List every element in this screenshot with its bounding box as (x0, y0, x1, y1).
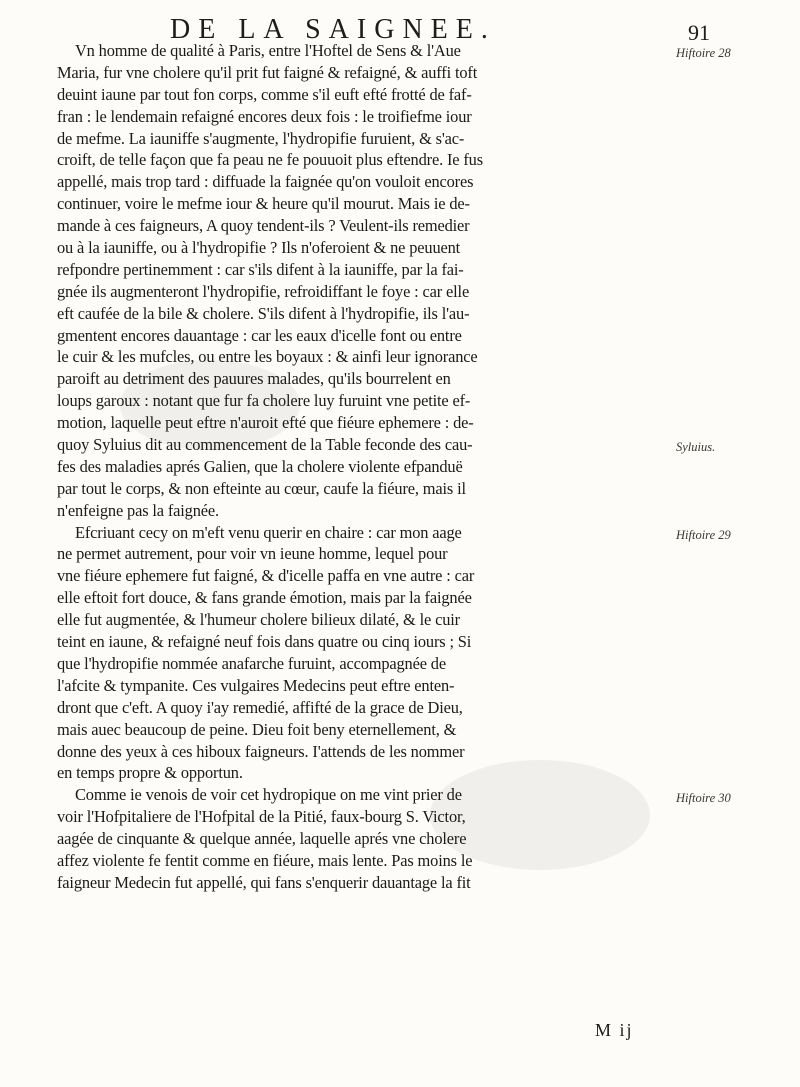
text-line: que l'hydropifie nommée anafarche furuint, accompagnée de (57, 653, 446, 673)
body-text (57, 40, 667, 894)
text-line: teint en iaune, & refaigné neuf fois dans quatre ou cinq iours ; Si (57, 632, 472, 652)
text-line: mande à ces faigneurs, A quoy tendent-ils ? Veulent-ils remedier (57, 216, 470, 236)
text-line: quoy Syluius dit au commencement de la Table feconde des cau- (57, 435, 473, 455)
text-line: Maria, fur vne cholere qu'il prit fut faigné & refaigné, & auffi toft (57, 62, 478, 82)
text-line: Efcriuant cecy on m'eft venu querir en chaire : car mon aage (75, 522, 462, 542)
text-line: continuer, voire le mefme iour & heure qu'il mourut. Mais ie de- (57, 194, 470, 214)
text-line: gnée ils augmenteront l'hydropifie, refroidiffant le foye : car elle (57, 281, 470, 301)
text-line: eft caufée de la bile & cholere. S'ils difent à l'hydropifie, ils l'au- (57, 303, 470, 323)
text-line: loups garoux : notant que fur fa cholere luy furuint vne petite ef- (57, 391, 471, 411)
text-line: aagée de cinquante & quelque année, laquelle aprés vne cholere (57, 829, 467, 849)
text-line: appellé, mais trop tard : diffuade la faignée qu'on vouloit encores (57, 172, 474, 192)
text-line: l'afcite & tympanite. Ces vulgaires Medecins peut eftre enten- (57, 675, 455, 695)
text-line: paroift au detriment des pauures malades, qu'ils bourrelent en (57, 369, 451, 389)
text-line: croift, de telle façon que fa peau ne fe pouuoit plus eftendre. Ie fus (57, 150, 483, 170)
margin-note-histoire-28: Hiftoire 28 (676, 46, 731, 60)
text-line: Comme ie venois de voir cet hydropique on me vint prier de (75, 785, 462, 805)
text-line: dront que c'eft. A quoy i'ay remedié, affifté de la grace de Dieu, (57, 697, 463, 717)
text-line: Vn homme de qualité à Paris, entre l'Hoftel de Sens & l'Aue (75, 41, 461, 60)
signature-mark: M ij (595, 1020, 634, 1040)
text-line: affez violente fe fentit comme en fiéure, mais lente. Pas moins le (57, 850, 473, 870)
text-line: mais auec beaucoup de peine. Dieu foit beny eternellement, & (57, 719, 457, 739)
text-line: faigneur Medecin fut appellé, qui fans s'enquerir dauantage la fit (57, 872, 471, 892)
margin-note-histoire-30: Hiftoire 30 (676, 791, 731, 805)
text-line: ou à la iauniffe, ou à l'hydropifie ? Ils n'oferoient & ne peuuent (57, 238, 461, 258)
text-line: fes des maladies aprés Galien, que la cholere violente efpanduë (57, 456, 463, 476)
margin-note-histoire-29: Hiftoire 29 (676, 528, 731, 542)
text-line: elle eftoit fort douce, & fans grande émotion, mais par la faignée (57, 588, 472, 608)
page-number: 91 (688, 20, 710, 45)
text-line: vne fiéure ephemere fut faigné, & d'icelle paffa en vne autre : car (57, 566, 475, 586)
margin-note-syluius: Syluius. (676, 440, 716, 454)
text-line: elle fut augmentée, & l'humeur cholere bilieux dilaté, & le cuir (57, 610, 460, 630)
text-line: deuint iaune par tout fon corps, comme s'il euft efté frotté de faf- (57, 84, 472, 104)
text-line: refpondre pertinemment : car s'ils difent à la iauniffe, par la fai- (57, 259, 464, 279)
text-line: ne permet autrement, pour voir vn ieune homme, lequel pour (57, 544, 448, 564)
text-line: par tout le corps, & non efteinte au cœur, caufe la fiéure, mais il (57, 478, 466, 498)
text-line: voir l'Hofpitaliere de l'Hofpital de la Pitié, faux-bourg S. Victor, (57, 807, 466, 827)
text-line: en temps propre & opportun. (57, 763, 243, 783)
text-line: motion, laquelle peut eftre n'auroit efté que fiéure ephemere : de- (57, 413, 474, 433)
text-line: donne des yeux à ces hiboux faigneurs. I'attends de les nommer (57, 741, 465, 761)
text-line: fran : le lendemain refaigné encores deux fois : le troifiefme iour (57, 106, 472, 126)
text-line: de mefme. La iauniffe s'augmente, l'hydropifie furuient, & s'ac- (57, 128, 465, 148)
text-line: gmentent encores dauantage : car les eaux d'icelle font ou entre (57, 325, 462, 345)
running-title: DE LA SAIGNEE. (170, 14, 496, 45)
text-line: n'enfeigne pas la faignée. (57, 500, 219, 520)
text-line: le cuir & les mufcles, ou entre les boyaux : & ainfi leur ignorance (57, 347, 478, 367)
